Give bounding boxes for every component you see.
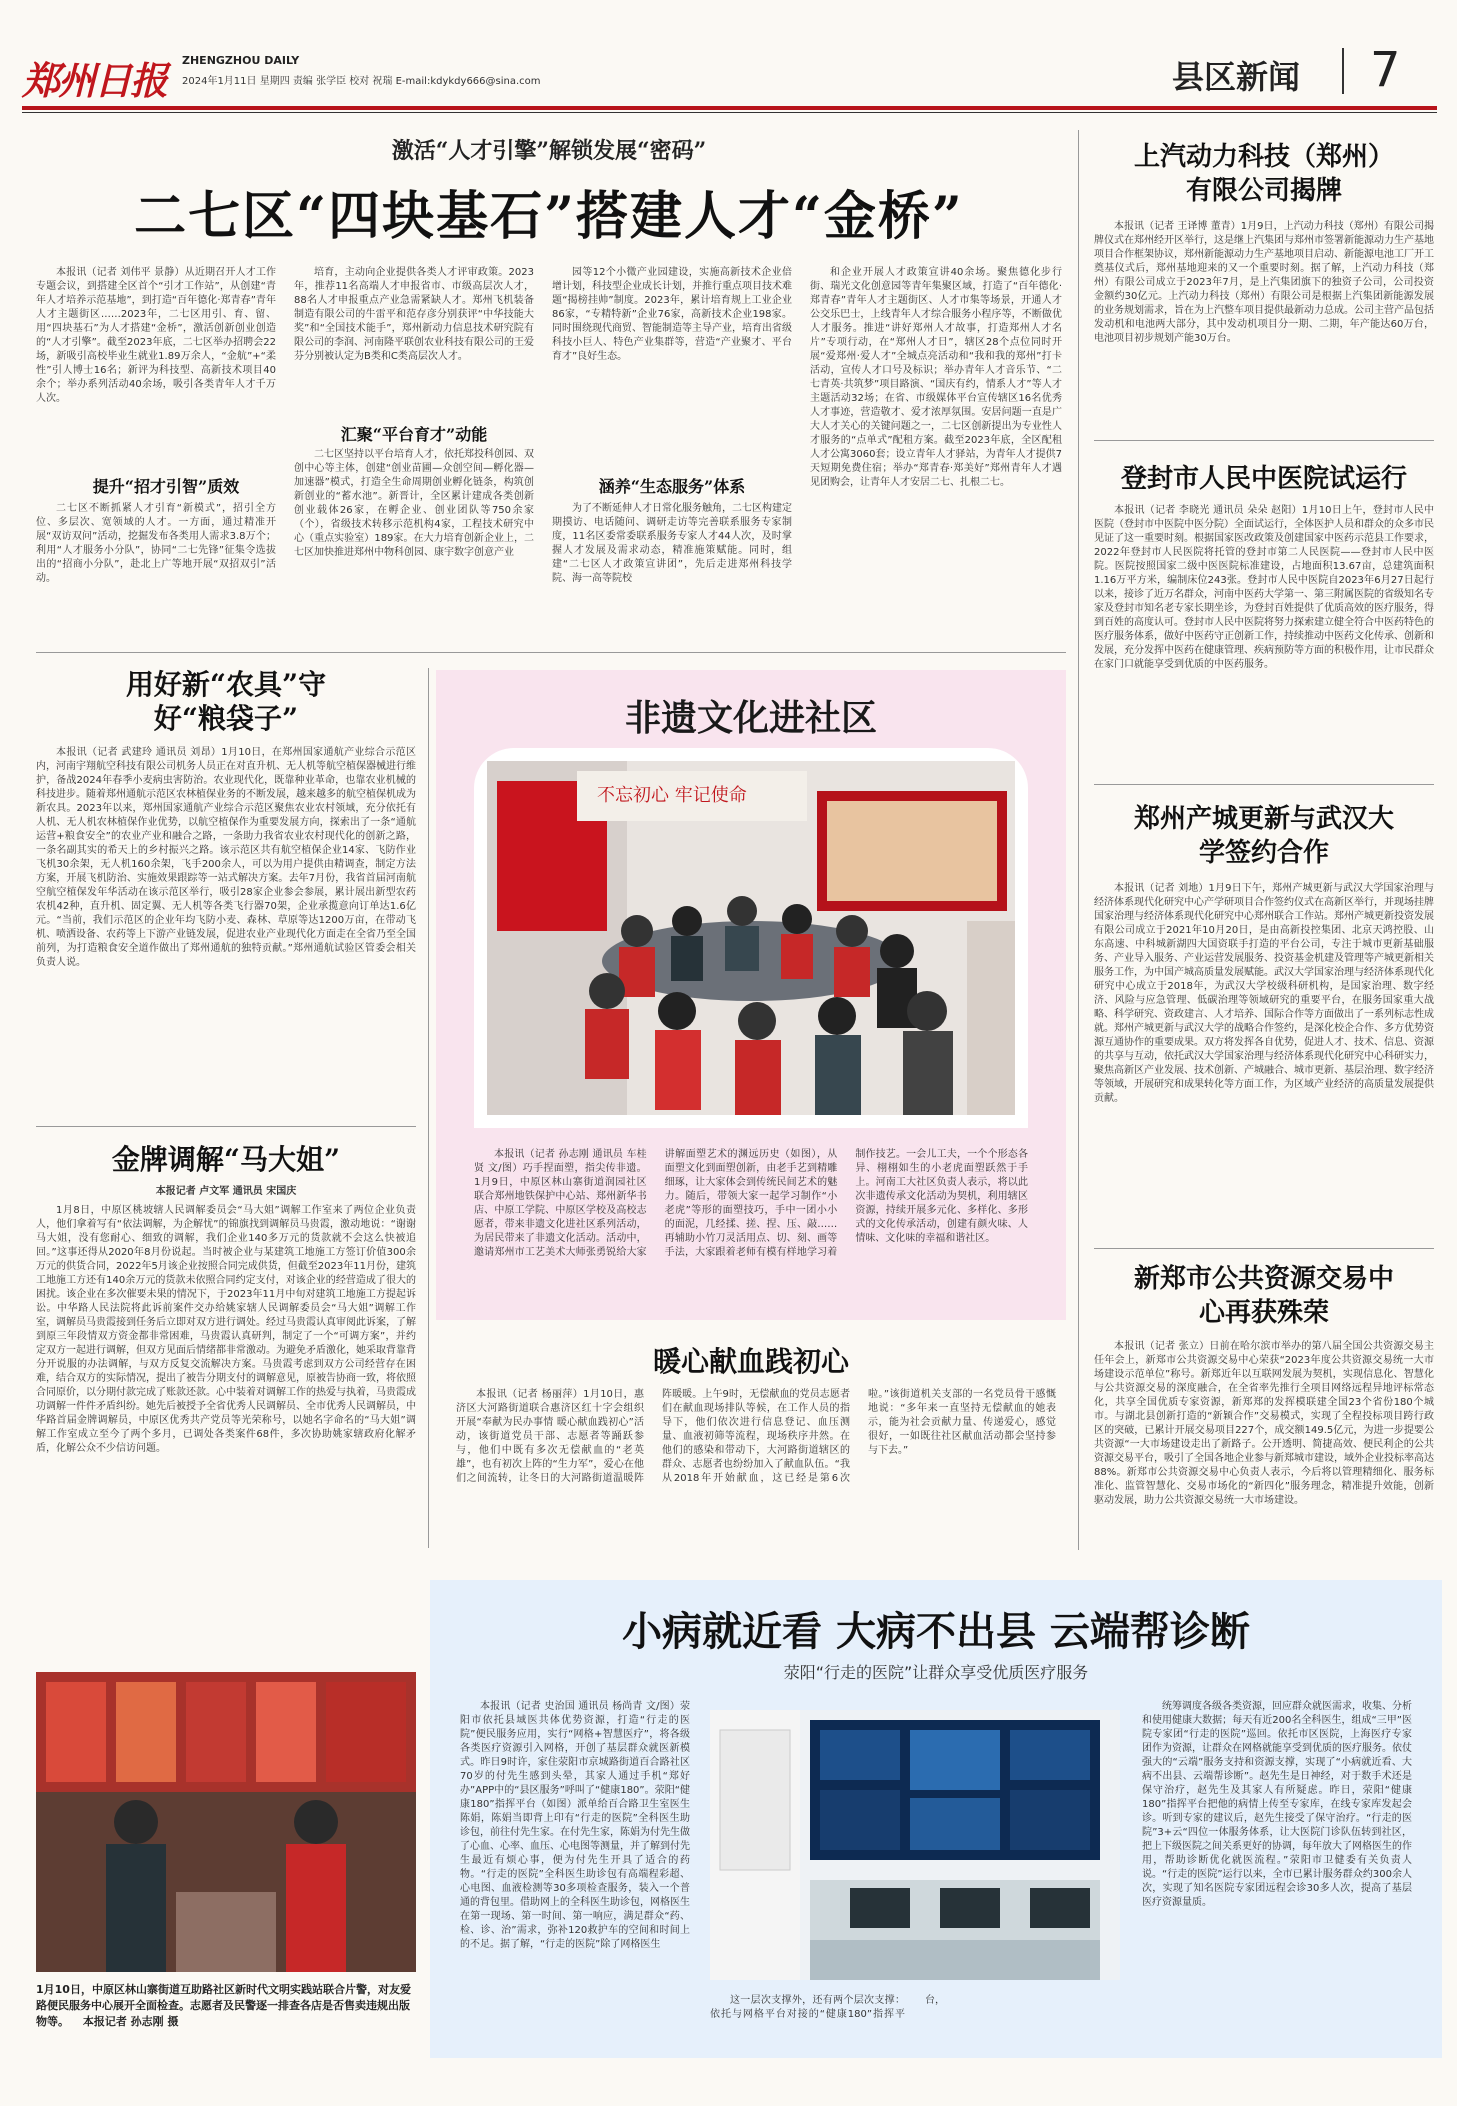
feature-p: 本报讯（记者 孙志刚 通讯员 车桂贤 文/图）巧手捏面塑，指尖传非遗。1月9日，中原区林山寨街道润园社区联合郑州地铁保护中心站、郑州新华书店、中原工学院、中原区学校及高校志愿者，带来非遗文化进社区系列活动，为居民带来了非遗文化活动。活动中，邀请郑州市工艺美术大师张勇锐给大家讲解面塑艺术的渊远历史（如图），从面塑文化到面塑创新，由老手艺到精雕细琢，让大家体会到传统民间艺术的魅力。随后，带领大家一起学习制作“小老虎”等形的面塑技巧，手中一团小小的面泥，几经揉、搓、捏、压、敲……再辅助小竹刀灵活用点、切、刻、画等手法，大家跟着老师有模有样地学习着制作技艺。一会儿工夫，一个个形态各异、栩栩如生的小老虎面塑跃然于手上。河南工大社区负责人表示，将以此次非遗传承文化活动为契机，利用辖区资源，持续开展多元化、多样化、多形式的文化传承活动，创建有颜火味、人情味、文化味的幸福和谐社区。	[474, 1149, 1028, 1258]
masthead-rule-thin	[22, 112, 1437, 113]
bottom-photo	[710, 1710, 1120, 1980]
masthead-divider	[1342, 48, 1344, 94]
left-article-2	[36, 1138, 416, 1662]
lead-p1b: 二七区不断抓紧人才引育“新模式”，招引全方位、多层次、宽领域的人才。一方面，通过精准开展“双访双问”活动，挖掘发布各类用人需求3.8万个；利用“人才服务小分队”，协同“二七先锋”征集令选拔出的“招商小分队”，赴北上广等地开展“双招双引”活动。	[36, 503, 276, 584]
r3-p: 本报讯（记者 刘地）1月9日下午，郑州产城更新与武汉大学国家治理与经济体系现代化研究中心产学研项目合作签约仪式在高新区举行，并现场挂牌国家治理与经济体系现代化研究中心郑州联合工作站。郑州产城更新投资发展有限公司成立于2021年10月20日，是由高新投控集团、北京天鸿控股、山东高速、中科城新湖四大国资联手打造的平台公司，专注于城市更新基础服务、产业导入服务、产业运营发展服务、投资基金机建及管理等产城更新相关服务工作，为中国产城高质量发展赋能。武汉大学国家治理与经济体系现代化研究中心成立于2018年，为武汉大学校级科研机构，是国家治理、数字经济、风险与应急管理、低碳治理等领域研究的重要平台，在服务国家重大战略、科学研究、资政建言、人才培养、国际合作等方面做出了一系列标志性成就。郑州产城更新与武汉大学的战略合作签约，是深化校企合作、多方优势资源互通协作的重要成果。双方将发挥各自优势，促进人才、技术、信息、资源的共享与互动，依托武汉大学国家治理与经济体系现代化研究中心科研实力，聚焦高新区产业发展、技术创新、产城融合、城市更新、基层治理、数字经济等领域，开展研究和成果转化等方面工作，为区域产业经济的高质量发展提供贡献。	[1094, 883, 1434, 1104]
masthead-dateline: 2024年1月11日 星期四 责编 张学臣 校对 祝瑞 E-mail:kdykdy666@sina.com	[182, 76, 541, 87]
lead-title: 二七区“四块基石”搭建人才“金桥”	[134, 186, 964, 247]
r3-title: 郑州产城更新与武汉大学签约合作	[1134, 804, 1395, 868]
r1-text	[1094, 220, 1434, 434]
right-article-2	[1094, 458, 1434, 738]
lead-col-3b	[552, 502, 792, 626]
l2-title: 金牌调解“马大姐”	[111, 1143, 341, 1176]
left-photo-block	[36, 1672, 416, 2060]
right-article-1	[1094, 140, 1434, 440]
lead-subhead-a: 提升“招才引智”质效	[92, 477, 240, 496]
left-photo-caption-text: 1月10日，中原区林山寨街道互助路社区新时代文明实践站联合片警，对友爱路便民服务中心展开全面检查。志愿者及民警逐一排查各店是否售卖违规出版物等。	[36, 1983, 411, 2028]
l2-p: 1月8日，中原区桃坡辖人民调解委员会“马大姐”调解工作室来了两位企业负责人，他们拿着写有“依法调解，为企解忧”的锦旗找到调解员马贵霞，激动地说：“谢谢马大姐，没有您耐心、细致的调解，我们企业140多万元的货款就不会这么快被追回。”这事还得从2020年8月份说起。当时被企业与某建筑工地施工方签订价值300余万元的供货合同，2022年5月该企业按照合同完成供货，但截至2023年11月份，建筑工地施工方还有140余万元的货款未依照合同约定支付，对该企业的经营造成了很大的困扰。该企业在多次催要未果的情况下，于2023年11月中旬对建筑工地施工方提起诉讼。中华路人民法院将此诉前案件交办给姚家辖人民调解委员会“马大姐”调解工作室，调解员马贵霞接到任务后立即对双方进行调处。经过马贵霞认真审阅此诉案，了解到原三年段情双方资金都非常困难，马贵霞认真研判，制定了一个“可调方案”，并约定双方一起进行调解，但双方见面后情绪都非常激动。为避免矛盾激化，她采取背靠背分开说服的办法调解，与双方反复交流解决方案。马贵霞考虑到双方公司经营存在困难，结合双方的实际情况，提出了被告分期支付的调解意见，原被告协商一致，将依照合同原价，以分期付款完成了账款还款。心中装着对调解工作的热爱与执着，马贵霞成功调解一件件矛盾纠纷。她先后被授予全省优秀人民调解员、全市优秀人民调解员，中华路首届金牌调解员，中原区优秀共产党员等光荣称号，以她名字命名的“马大姐”调解工作室成立至今了两个多月，已调处各类案件68件，多次协助姚家辖政府化解矛盾，化解公众不少信访问题。	[36, 1205, 416, 1454]
lead-subhead-b: 汇聚“平台育才”动能	[340, 425, 488, 444]
feature-box	[436, 670, 1066, 1320]
lead-col-1b	[36, 502, 276, 626]
lead-col-4	[810, 266, 1062, 628]
l1-p: 本报讯（记者 武建玲 通讯员 刘昂）1月10日，在郑州国家通航产业综合示范区内，河南宇翔航空科技有限公司机务人员正在对直升机、无人机等航空植保器械进行维护，备战2024年春季小麦病虫害防治。农业现代化，既靠种业革命，也靠农业机械的科技进步。随着郑州通航示范区农林植保业务的不断发展，越来越多的航空植保机成为新农具。2023年以来，郑州国家通航产业综合示范区聚焦农业农村领域，充分依托有人机、无人机农林植保作业优势，以航空植保作为重要发展方向，探索出了一条“通航运营+粮食安全”的农业产业和融合之路，一条助力我省农业农村现代化的创新之路，一条名副其实的希天上的乡村振兴之路。该示范区共有航空植保企业14家、飞防作业飞机30余架，无人机160余架，飞手200余人，可以为用户提供由精调查，制定方法方案，开展飞机防治、实施效果跟踪等一站式解决方案。去年7月份，我省首届河南航空航空植保发年华活动在该示范区举行，吸引28家企业参会参展，累计展出新型农药农机42种，直升机、固定翼、无人机等各类飞行器70架，企业承揽意向订单达1.6亿元。“当前，我们示范区的企业年均飞防小麦、森林、草原等达1200万亩，在带动飞机、喷洒设备、农药等上下游产业链发展，促进农业产业现代化方面走在全省乃至全国前列，为打造粮食安全道作做出了郑州通航的独特贡献。”郑州通航试验区管委会相关负责人说。	[36, 747, 416, 968]
lead-col-3	[552, 266, 792, 466]
right-article-3	[1094, 802, 1434, 1242]
column-rule-right	[1078, 130, 1079, 1550]
bottom-p1: 本报讯（记者 史治国 通讯员 杨尚青 文/图）荥阳市依托县域医共体优势资源，打造“行走的医院”便民服务应用，实行“网格+智慧医疗”，将各级各类医疗资源引入网格，开创了基层群众就医新模式。昨日9时许，家住荥阳市京城路街道百合路社区70岁的付先生感到头晕，其家人通过手机“郑好办”APP中的“县区服务”呼叫了“健康180”。荥阳“健康180”指挥平台（如图）派单给百合路卫生室医生陈娟，陈娟当即背上印有“行走的医院”全科医生助诊包，前往付先生家。在付先生家，陈娟为付先生做了心血、心率、血压、心电图等测量，并了解到付先生最近有烦心事，便为付先生开具了适合的药物。“行走的医院”全科医生助诊包有高端程彩超、心电图、血液检测等30多项检查服务，装入一个普通的背包里。借助网上的全科医生助诊包，网格医生在第一现场、第一时间、第一响应，满足群众“药、检、诊、治”需求，弥补120救护车的空间和时间上的不足。据了解，“行走的医院”除了网格医生	[460, 1701, 690, 1950]
lead-col-2	[294, 266, 534, 416]
blood-text	[456, 1388, 1056, 1538]
r2-text	[1094, 504, 1434, 734]
l2-text	[36, 1204, 416, 1660]
svg-text:不忘初心 牢记使命: 不忘初心 牢记使命	[597, 785, 747, 806]
lead-col-2b	[294, 448, 534, 628]
lead-subhead-c: 涵养“生态服务”体系	[598, 477, 746, 496]
r1-title: 上汽动力科技（郑州）有限公司揭牌	[1133, 142, 1394, 206]
left-photo-caption	[36, 1982, 416, 2030]
bottom-title: 小病就近看 大病不出县 云端帮诊断	[622, 1608, 1250, 1655]
r2-p: 本报讯（记者 李晓光 通讯员 朵朵 赵阳）1月10日上午，登封市人民中医院（登封市中医院中医分院）全面试运行，全体医护人员和群众的众多市民见证了这一重要时刻。根据国家医改政策及创建国家中医药示范县工作要求，2022年登封市人民医院将托管的登封市第二人民医院——登封市人民中医院。医院按照国家二级中医医院标准建设，占地面积13.67亩，总建筑面积1.16万平方米，编制床位243张。登封市人民中医院自2023年6月27日起行以来，接诊了近万名群众，河南中医药大学第一、第三附属医院的省级知名专家及登封市知名老专家长期坐诊，为登封百姓提供了优质高效的医疗服务，得到百姓的高度认可。登封市人民中医院将努力探索建立健全符合中医药特色的医疗服务体系，做好中医药守正创新工作，持续推动中医药文化传承、创新和发展，充分发挥中医药在健康管理、疾病预防等方面的积极作用，让市民群众在家门口就能享受到优质的中医药服务。	[1094, 505, 1434, 670]
lead-article	[36, 130, 1062, 630]
r4-text	[1094, 1340, 1434, 1550]
blood-article	[436, 1340, 1066, 1540]
l1-title: 用好新“农具”守好“粮袋子”	[125, 668, 327, 735]
lead-p1: 本报讯（记者 刘伟平 景静）从近期召开人才工作专题会议，到搭建全区首个“引才工作站”，从创建“青年人才培养示范基地”，到打造“百年德化·郑青春”青年人才主题街区……2023年，二七区用引、育、留、用“四块基石”为人才搭建“金桥”，激活创新创业创造的“人才引擎”。截至2023年底，二七区举办招聘会22场，新吸引高校毕业生就业1.89万余人，“金航”+“柔性”引人博士16名；新评为科技型、高新技术项目40余个；举办系列活动40余场，吸引各类青年人才千万人次。	[36, 267, 276, 404]
bottom-subtitle: 荥阳“行走的医院”让群众享受优质医疗服务	[783, 1663, 1089, 1682]
lead-kicker: 激活“人才引擎”解锁发展“密码”	[391, 138, 707, 164]
feature-photo	[487, 761, 1015, 1115]
lead-p3b: 为了不断延伸人才日常化服务触角，二七区构建定期摸访、电话随问、调研走访等完善联系服务专家制度，11名区委常委联系服务专家人才44人次，及时掌握人才发展及需求动态，精准施策赋能。同时，组建“二七区人才政策宣讲团”，先后走进郑州科技学院、海一高等院校	[552, 503, 792, 584]
left-divider-1	[36, 1126, 416, 1127]
bottom-p2: 这一层次支撑外，还有两个层次支撑：依托与网格平台对接的“健康180”指挥平台，	[710, 1995, 945, 2020]
right-divider-3	[1094, 1248, 1434, 1249]
bottom-feature	[430, 1580, 1442, 2058]
blood-p: 本报讯（记者 杨丽萍）1月10日，惠济区大河路街道联合惠济区红十字会组织开展“奉献为民办事情 暖心献血践初心”活动，该街道党员干部、志愿者等踊跃参与，他们中既有多次无偿献血的“老英雄”，也有初次上阵的“生力军”，爱心在他们之间流转，让冬日的大河路街道温暖阵阵暖暖。上午9时，无偿献血的党员志愿者们在献血现场排队等候，在工作人员的指导下，他们依次进行信息登记、血压测量、血液初筛等流程，现场秩序井然。在他们的感染和带动下，大河路街道辖区的群众、志愿者也纷纷加入了献血队伍。“我从2018年开始献血，这已经是第6次啦。”该街道机关支部的一名党员骨干感慨地说：“多年来一直坚持无偿献血的她表示，能为社会贡献力量、传递爱心，感觉很好，一如既往社区献血活动都会坚持参与下去。”	[456, 1389, 1056, 1484]
column-rule-left	[428, 668, 429, 1548]
bottom-p3: 统筹调度各级各类资源，回应群众就医需求，收集、分析和使用健康大数据；每天有近200名全科医生，组成“三甲”医院专家团“行走的医院”巡回。依托市区医院，上海医疗专家团作为资源，让群众在网格就能享受到优质的医疗服务。依仗强大的“云端”服务支持和资源支撑，实现了“小病就近看、大病不出县、云端帮诊断”。赵先生是日神经，对于数手术还是保守治疗，赵先生及其家人有所疑虑。昨日，荥阳“健康180”指挥平台把他的病情上传至专家库，在线专家库发起会诊。听到专家的建议后，赵先生接受了保守治疗。“行走的医院”3+云“四位一体服务体系，让大医院门诊队伍转到社区，把上下级医院之间关系更好的协调，每年放大了网格医生的作用，帮助诊断优化就医流程。”荥阳市卫健委有关负责人说。“行走的医院”运行以来，全市已累计服务群众约300余人次，实现了知名医院专家团远程会诊30多人次，提高了基层医疗资源量质。	[1142, 1701, 1412, 1908]
left-photo-credit: 本报记者 孙志刚 摄	[82, 2015, 179, 2028]
bottom-col-2	[710, 1994, 1120, 2050]
blood-title: 暖心献血践初心	[652, 1345, 849, 1378]
masthead	[22, 42, 1437, 103]
right-divider-1	[1094, 440, 1434, 441]
r4-title: 新郑市公共资源交易中心再获殊荣	[1134, 1264, 1395, 1328]
section-name: 县区新闻	[1172, 58, 1301, 96]
lead-col-1	[36, 266, 276, 466]
r1-p: 本报讯（记者 王译博 董青）1月9日，上汽动力科技（郑州）有限公司揭牌仪式在郑州经开区举行，这是继上汽集团与郑州市签署新能源动力生产基地项目合作框架协议，郑州新能源动力生产基地项目启动、新能源电池工厂开工奠基仪式后，郑州基地迎来的又一个重要时刻。据了解，上汽动力科技（郑州）有限公司成立于2023年7月，是上汽集团旗下的独资子公司，公司投资金额约30亿元。上汽动力科技（郑州）有限公司是根据上汽集团新能源发展的业务规划需求，旨在为上汽整车项目提供最新动力总成。公司主营产品包括发动机和电池两大部分，其中发动机项目分一期、二期，年产能达60万台，电池项目初步规划产能30万台。	[1094, 221, 1434, 344]
right-article-4	[1094, 1262, 1434, 1552]
lead-p2b: 二七区坚持以平台培育人才，依托郑投科创园、双创中心等主体，创建“创业苗圃—众创空间—孵化器—加速器”模式，打造全生命周期创业孵化链条，构筑创新创业的“蓄水池”。新晋计，全区累计建成各类创新创业载体26家，在孵企业、创业团队等750余家（个），省级技术转移示范机构4家，工程技术研究中心（重点实验室）189家。在大力培育创新企业上，二七区加快推进郑州中物科创园、康宇数字创意产业	[294, 449, 534, 558]
right-divider-2	[1094, 784, 1434, 785]
r3-text	[1094, 882, 1434, 1242]
masthead-rule	[22, 106, 1437, 110]
r4-p: 本报讯（记者 张立）日前在哈尔滨市举办的第八届全国公共资源交易主任年会上，新郑市公共资源交易中心荣获“2023年度公共资源交易统一大市场建设示范单位”称号。新郑近年以互联网发展为契机，实现信息化、智慧化与公共资源交易的深度融合，在全省率先推行全项目网络远程异地评标常态化，共享全国优质专家资源，新郑郑的发挥模联建全国23个省份180个城市。与湖北县创新打造的“新颖合作”交易模式，实现了全程投标项目跨行政区的突破，已累计开展交易项目227个，成交额149.5亿元，为进一步提要公共资源“一大市场建设走出了新路子。公开透明、简捷高效、便民利企的公共资源交易平台，吸引了全国各地企业参与新郑城市建设，域外企业投标率高达88%。新郑市公共资源交易中心负责人表示，今后将以管理精细化、服务标准化、监管智慧化、交易市场化的“新四化”服务理念，精准提升效能，创新驱动发展，助力公共资源交易统一大市场建设。	[1094, 1341, 1434, 1506]
l2-byline: 本报记者 卢文军 通讯员 宋国庆	[155, 1186, 297, 1197]
page-number: 7	[1370, 42, 1401, 98]
lead-p2: 培育，主动向企业提供各类人才评审政策。2023年，推荐11名高端人才申报省市、市级高层次人才，88名人才申报重点产业急需紧缺人才。郑州飞机装备制造有限公司的牛雷平和范存彦分别获评“中华技能大奖”和“全国技术能手”，郑州新动力信息技术研究院有限公司的李润、河南隆平联创农业科技有限公司的王爱芬分别被认定为B类和C类高层次人才。	[294, 267, 534, 362]
r2-title: 登封市人民中医院试运行	[1120, 464, 1407, 494]
feature-photo-frame	[474, 748, 1028, 1128]
bottom-col-3	[1142, 1700, 1412, 2050]
feature-title: 非遗文化进社区	[624, 697, 877, 739]
bottom-col-1	[460, 1700, 690, 2050]
masthead-english: ZHENGZHOU DAILY	[182, 54, 300, 67]
feature-text	[474, 1148, 1028, 1308]
lead-p4: 和企业开展人才政策宣讲40余场。聚焦德化步行街、瑞光文化创意园等青年集聚区域，打造了“百年德化·郑青春”青年人才主题街区、人才市集等场景，开通人才公交乐巴士，上线青年人才综合服务小程序等，不断做优人才服务。推进“讲好郑州人才故事，打造郑州人才名片”专项行动，在“郑州人才日”，辖区28个点位同时开展“爱郑州·爱人才”全城点亮活动和“我和我的郑州”打卡活动，宣传人才口号及标识；举办青年人才音乐节、“二七青英·共筑梦”项目路演、“国庆有约，情系人才”等人才主题活动32场；在省、市级媒体平台宣传辖区16名优秀人才事迹，营造敬才、爱才浓厚氛围。安居问题一直是广大人才关心的关键问题之一，二七区创新提出为专业性人才服务的“点单式”配租方案。截至2023年底，全区配租人才公寓3060套；设立青年人才驿站，为青年人才提供7天短期免费住宿；举办“郑青春·郑美好”郑州青年人才遇见团购会，让青年人才安居二七、扎根二七。	[810, 267, 1062, 488]
left-photo	[36, 1672, 416, 1972]
newspaper-logo: 郑州日报	[22, 58, 167, 103]
lead-p3: 园等12个小微产业园建设，实施高新技术企业倍增计划，科技型企业成长计划，并推行重点项目技术难题“揭榜挂帅”制度。2023年，累计培育规上工业企业86家，“专精特新”企业76家，高新技术企业198家。同时围绕现代商贸、智能制造等主导产业，培育出省级科技小巨人、特色产业集群等，营造“产业聚才、平台育才”良好生态。	[552, 267, 792, 362]
lead-bottom-rule	[36, 652, 1066, 653]
